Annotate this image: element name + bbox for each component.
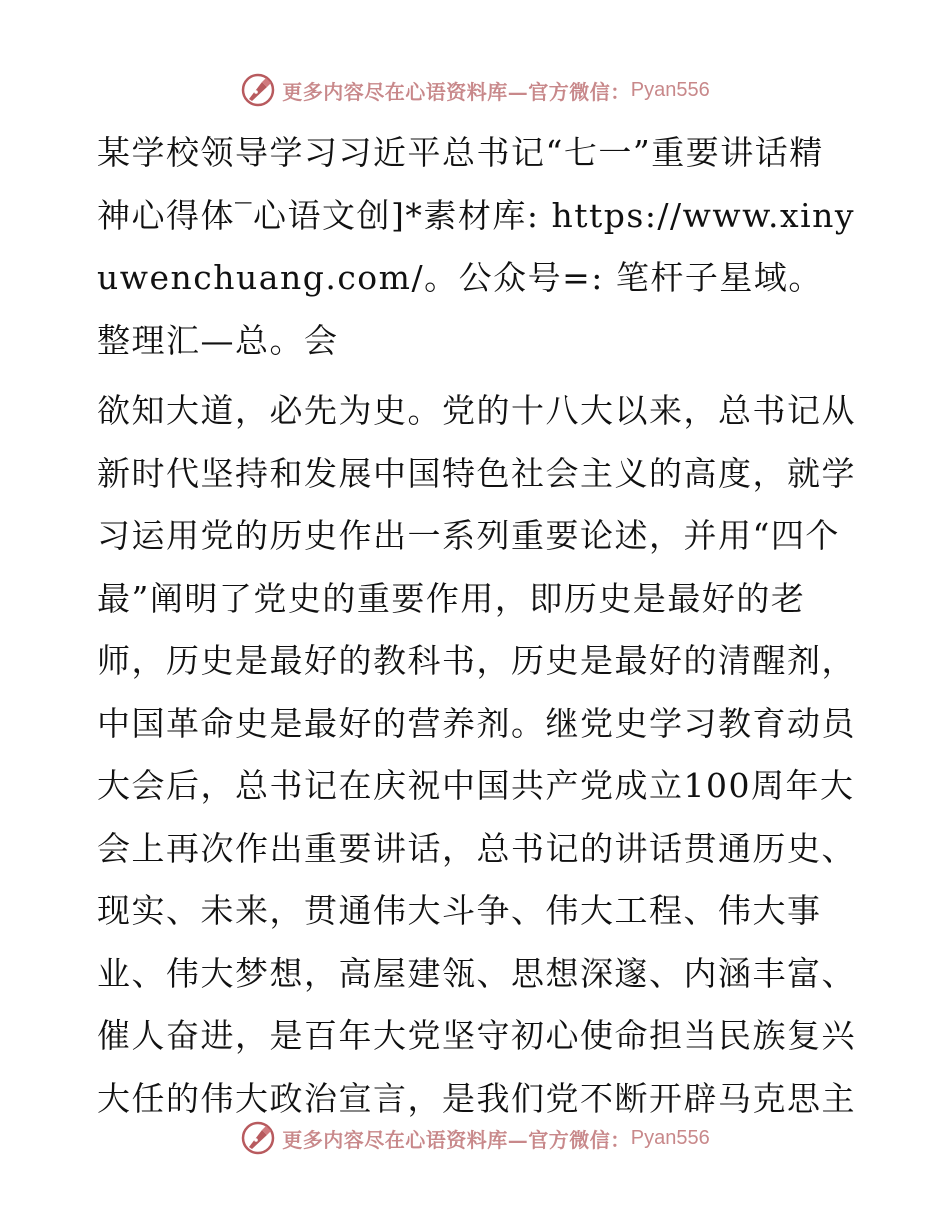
document-body bbox=[97, 122, 857, 1130]
pen-nib-logo-icon bbox=[240, 1120, 276, 1156]
watermark-text: 更多内容尽在心语资料库—官方微信： bbox=[282, 79, 631, 104]
watermark-contact: Pyan556 bbox=[630, 78, 710, 101]
watermark-text: 更多内容尽在心语资料库—官方微信： bbox=[282, 1127, 631, 1152]
document-body-paragraph: 欲知大道，必先为史。党的十八大以来，总书记从新时代坚持和发展中国特色社会主义的高度，就学习运用党的历史作出一系列重要论述，并用“四个最”阐明了党史的重要作用，即历史是最好的老师，历史是最好的教科书，历史是最好的清醒剂，中国革命史是最好的营养剂。继党史学习教育动员大会后，总书记在庆祝中国共产党成立100周年大会上再次作出重要讲话，总书记的讲话贯通历史、现实、未来，贯通伟大斗争、伟大工程、伟大事业、伟大梦想，高屋建瓴、思想深邃、内涵丰富、催人奋进，是百年大党坚守初心使命担当民族复兴大任的伟大政治宣言，是我们党不断开辟马克思主 bbox=[97, 391, 856, 1118]
header-watermark bbox=[0, 70, 950, 110]
pen-nib-logo-icon bbox=[240, 72, 276, 108]
watermark-contact: Pyan556 bbox=[630, 1126, 710, 1149]
document-title-paragraph: 某学校领导学习习近平总书记“七一”重要讲话精神心得体‾心语文创]*素材库: https://www.xinyuwenchuang.com/。公众号=: 笔杆子星域。整理汇—总。会 bbox=[97, 133, 856, 360]
footer-watermark bbox=[0, 1118, 950, 1158]
